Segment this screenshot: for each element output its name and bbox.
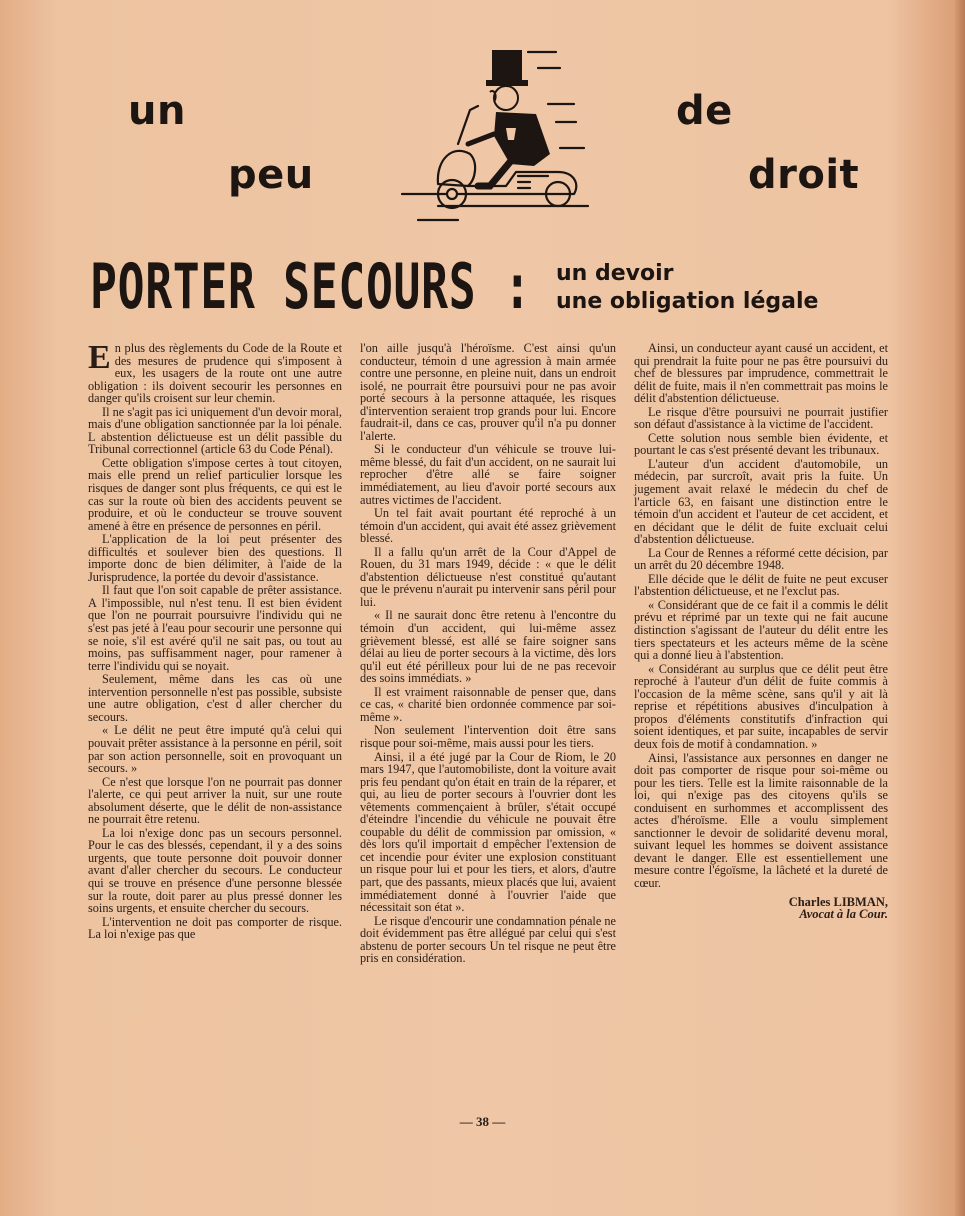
text-column-2 (360, 342, 616, 966)
paragraph: « Il ne saurait donc être retenu à l'encontre du témoin d'un accident, qui lui-même assez grièvement blessé, est allé se faire soigner sans délai au lieu de porter secours à la victime, dès lors qu'il eut été périlleux pour lui de ne pas recevoir des soins immédiats. » (360, 608, 616, 686)
page-edge (955, 0, 965, 1216)
paragraph: Il faut que l'on soit capable de prêter assistance. A l'impossible, nul n'est tenu. Il est bien évident que l'on ne pourrait poursuivre l'individu qui ne s'est pas jeté à l'eau pour secourir une personne qui se noie, s'il est avéré qu'il ne sait pas, ou tout au moins, pas suffisamment nager, pour ramener à terre l'individu qui se noyait. (88, 583, 342, 673)
paragraph: La loi n'exige donc pas un secours personnel. Pour le cas des blessés, cependant, il y a des soins urgents, que toute personne doit pouvoir donner avant d'aller chercher du secours. Le conducteur qui se trouve en présence d'une personne blessée sur la route, doit parer au plus pressé donner les soins urgents, et ensuite chercher du secours. (88, 825, 342, 916)
header-word-droit: droit (748, 152, 860, 198)
paragraph: L'auteur d'un accident d'automobile, un médecin, par surcroît, avait pris la fuite. Un jugement avait relaxé le médecin du chef de l'article 63, en faisant une distinction entre le témoin d'un accident et l'auteur de cet accident, et en décidant que le délit de fuite excluait celui d'abstention délictueuse. (634, 456, 888, 547)
author-name: Charles LIBMAN, (788, 894, 888, 909)
paragraph: Le risque d'encourir une condamnation pénale ne doit évidemment pas être allégué par celui qui s'est abstenu de porter secours Un tel risque ne peut être pris en considération. (360, 913, 616, 966)
text-column-3 (634, 342, 888, 921)
paragraph: Cette obligation s'impose certes à tout citoyen, mais elle prend un relief particulier lorsque les risques de danger sont plus fréquents, ce qui est le cas sur la route où bien des accidents peuvent se produire, et où le conducteur se trouve souvent amené à être en présence de personnes en péril. (88, 455, 342, 533)
header-word-de: de (676, 88, 733, 134)
paragraph: Cette solution nous semble bien évidente, et pourtant le cas s'est présenté devant les tribunaux. (634, 430, 888, 458)
paragraph: En plus des règlements du Code de la Route et des mesures de prudence qui s'imposent à eux, les usagers de la route ont une autre obligation : ils doivent secourir les personnes en danger qu'ils croisent sur leur chemin. (88, 339, 342, 406)
paragraph: Un tel fait avait pourtant été reproché à un témoin d'un accident, qui avait été assez grièvement blessé. (360, 506, 616, 546)
author-signature (634, 896, 888, 921)
paragraph: L'intervention ne doit pas comporter de risque. La loi n'exige pas que (88, 914, 342, 942)
article-subtitle (556, 260, 818, 316)
text-column-1 (88, 339, 342, 942)
paragraph: L'application de la loi peut présenter des difficultés et soulever bien des questions. Il importe donc de bien délimiter, à l'aide de la Jurisprudence, la portée du devoir d'assistance. (88, 532, 342, 584)
paragraph: Non seulement l'intervention doit être sans risque pour soi-même, mais aussi pour les tiers. (360, 723, 616, 750)
header-word-un: un (128, 88, 186, 134)
header-word-peu: peu (228, 152, 314, 198)
paragraph: Il est vraiment raisonnable de penser que, dans ce cas, « charité bien ordonnée commence par soi-même ». (360, 684, 616, 724)
paragraph: Il a fallu qu'un arrêt de la Cour d'Appel de Rouen, du 31 mars 1949, décide : « que le délit d'abstention délictueuse n'est constitué qu'autant que le prévenu n'aurait pu intervenir sans péril pour lui. (360, 544, 616, 609)
drop-cap: E (88, 339, 111, 376)
paragraph: Ainsi, il a été jugé par la Cour de Riom, le 20 mars 1947, que l'automobiliste, dont la voiture avait pris feu pendant qu'on était en train de la réparer, et qui, au lieu de porter secours à l'ouvrier dont les vêtements commençaient à brûler, s'était occupé d'éteindre l'incendie du véhicule ne pouvait être coupable du délit de commission par omission, « dès lors qu'il importait d empêcher l'extension de cet incendie pour éviter une explosion constituant un risque pour lui et pour les tiers, et alors, d'autre part, que des passants, mieux placés que lui, avaient immédiatement donné à l'ouvrier l'aide que nécessitait son état ». (360, 749, 616, 915)
page-number: — 38 — (459, 1114, 506, 1129)
paragraph: Le risque d'être poursuivi ne pourrait justifier son défaut d'assistance à la victime de l'accident. (634, 404, 888, 432)
article-title: PORTER SECOURS : (90, 250, 532, 323)
paragraph: Elle décide que le délit de fuite ne peut excuser l'abstention délictueuse, et ne l'exclut pas. (634, 571, 888, 599)
author-title: Avocat à la Cour. (799, 907, 888, 922)
subtitle-line-2: une obligation légale (556, 289, 819, 314)
paragraph: Ainsi, un conducteur ayant causé un accident, et qui prendrait la fuite pour ne pas être poursuivi du chef de blessures par imprudence, commettrait le délit de fuite, mais il n'en commettrait pas moins le délit d'abstention délictueuse. (634, 341, 888, 406)
paragraph: Ainsi, l'assistance aux personnes en danger ne doit pas comporter de risque pour soi-même ou pour les tiers. Telle est la limite raisonnable de la loi, qui n'exige pas des citoyens qu'ils se conduisent en surhommes et accomplissent des actes d'héroïsme. Elle a voulu simplement sanctionner le devoir de solidarité devenu moral, suivant lequel les hommes se doivent assistance devant le danger. Elle est essentiellement une mesure contre l'égoïsme, la lâcheté et la dureté de cœur. (634, 750, 888, 890)
paragraph: Si le conducteur d'un véhicule se trouve lui-même blessé, du fait d'un accident, on ne saurait lui reprocher d'être allé se faire soigner immédiatement, au lieu d'avoir porté secours aux autres victimes de l'accident. (360, 442, 616, 507)
paragraph: l'on aille jusqu'à l'héroïsme. C'est ainsi qu'un conducteur, témoin d une agression à main armée contre une personne, en pleine nuit, dans un endroit isolé, ne pourrait être poursuivi pour ne pas avoir porté secours à la personne attaquée, les risques d'intervention seraient trop grands pour lui. Encore faudrait-il, dans ce cas, prouver qu'il n'a pu donner l'alerte. (360, 341, 616, 443)
paragraph: Ce n'est que lorsque l'on ne pourrait pas donner l'alerte, ce qui peut arriver la nuit, sur une route absolument déserte, que le délit de non-assistance ne pourrait être retenu. (88, 774, 342, 827)
paragraph: Seulement, même dans les cas où une intervention personnelle n'est pas possible, subsiste une autre obligation, c'est d aller chercher du secours. (88, 672, 342, 724)
paragraph: « Considérant que de ce fait il a commis le délit prévu et réprimé par un texte qui ne fait aucune distinction s'agissant de l'auteur du délit entre les tiers spectateurs et les acteurs même de la scène qui a donné lieu à l'abstention. (634, 597, 888, 663)
subtitle-line-1: un devoir (556, 261, 674, 286)
paragraph: « Considérant au surplus que ce délit peut être reproché à l'auteur d'un délit de fuite commis à l'occasion de la même scène, sans qu'il y ait là reprise et répétitions abusives d'inculpation à propos d'éléments constitutifs d'infraction qui soient identiques, et par suite, incapables de servir deux fois de motif à condamnation. » (634, 661, 888, 751)
judge-on-scooter-icon (398, 44, 598, 230)
paragraph: La Cour de Rennes a réformé cette décision, par un arrêt du 20 décembre 1948. (634, 545, 888, 573)
paragraph: Il ne s'agit pas ici uniquement d'un devoir moral, mais d'une obligation sanctionnée par la loi pénale. L abstention délictueuse est un délit passible du Tribunal correctionnel (article 63 du Code Pénal). (88, 404, 342, 457)
paragraph: « Le délit ne peut être imputé qu'à celui qui pouvait prêter assistance à la personne en péril, soit par son action personnelle, soit en provoquant un secours. » (88, 723, 342, 776)
